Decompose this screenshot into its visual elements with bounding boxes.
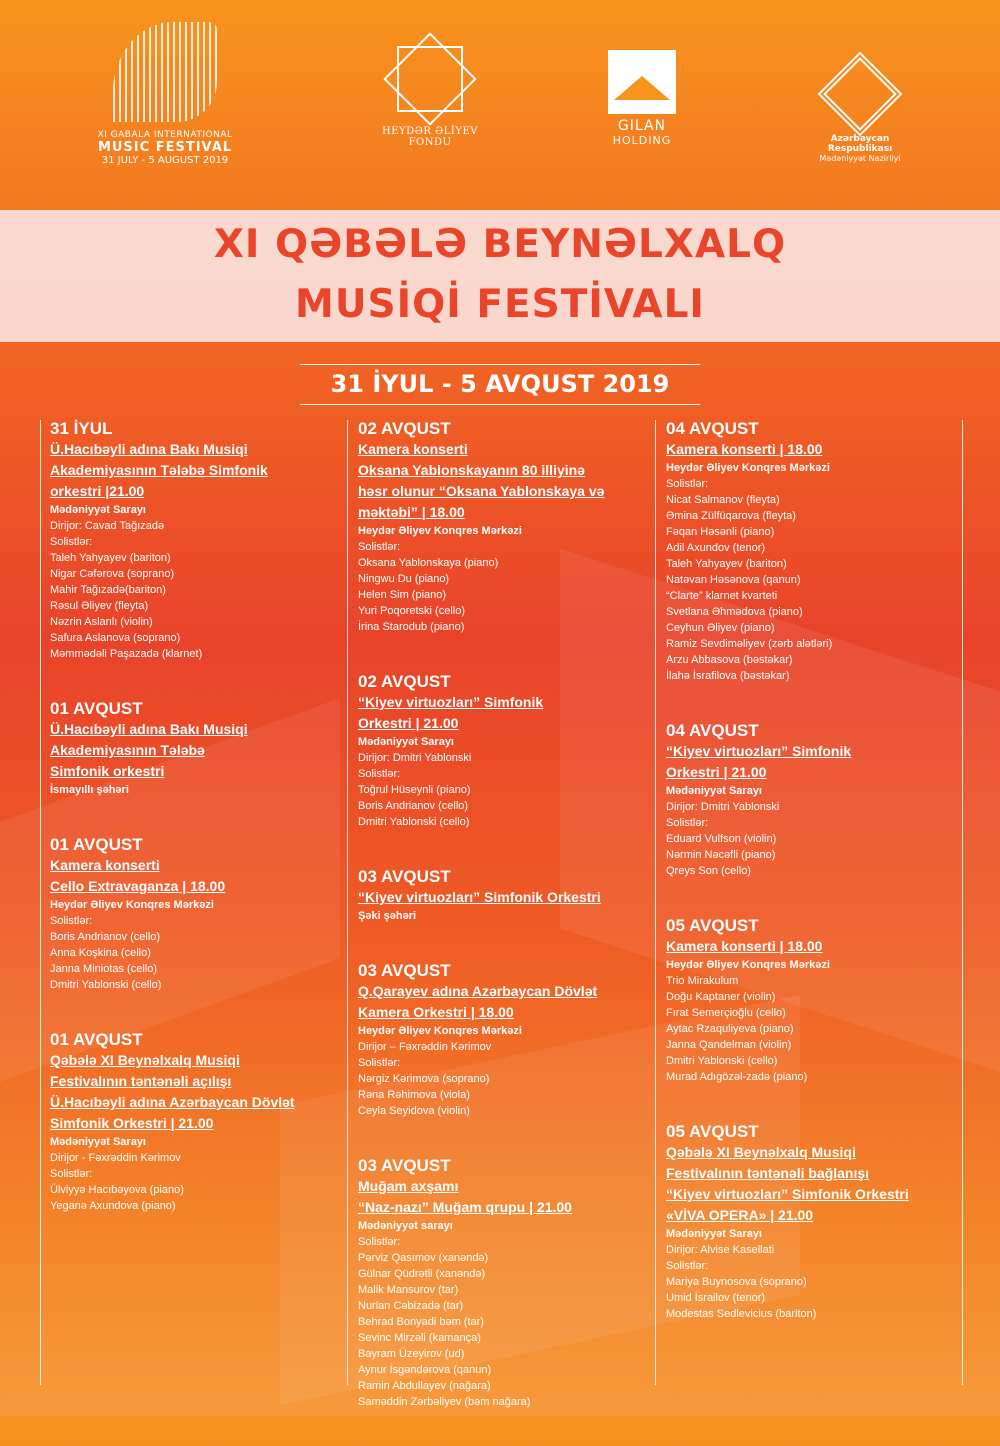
event-detail-line: Solistlər: xyxy=(50,536,93,548)
event-detail-line: Nurlan Cəbizadə (tar) xyxy=(358,1300,464,1312)
event-detail-line: Qreys Son (cello) xyxy=(666,865,751,877)
event-detail-line: Doğu Kaptaner (violin) xyxy=(666,991,776,1003)
event-title-line: Ü.Hacıbəyli adına Azərbaycan Dövlət xyxy=(50,1094,295,1110)
event-date: 03 AVQUST xyxy=(358,1156,451,1175)
event-detail-line: Rəsul Əliyev (fleyta) xyxy=(50,600,149,612)
event-title-line: “Naz-nazı” Muğam qrupu | 21.00 xyxy=(358,1199,572,1215)
festival-logo-line3: 31 JULY - 5 AUGUST 2019 xyxy=(101,155,229,166)
ministry-logo-line2: Mədəniyyət Nazirliyi xyxy=(819,154,901,163)
heydar-logo-line2: FONDU xyxy=(408,137,452,148)
piano-logo-icon xyxy=(113,22,217,122)
event-title-line: Kamera Orkestri | 18.00 xyxy=(358,1004,514,1020)
event-detail-line: Svetlana Əhmədova (piano) xyxy=(666,606,803,618)
event-detail-line: Aytac Rzaquliyeva (piano) xyxy=(666,1023,794,1035)
event-venue: Heydər Əliyev Konqres Mərkəzi xyxy=(666,462,830,474)
festival-logo xyxy=(95,22,235,166)
event-detail-line: Ceyla Seyidova (violin) xyxy=(358,1105,470,1117)
event-detail-line: Arzu Abbasova (bəstəkar) xyxy=(666,654,793,666)
header-logos xyxy=(0,0,1000,200)
event-venue: Şəki şəhəri xyxy=(358,910,417,922)
event-detail-line: Pərviz Qasımov (xanəndə) xyxy=(358,1252,489,1264)
event-detail-line: Solistlər: xyxy=(358,768,401,780)
event-entry xyxy=(50,698,335,798)
event-detail-line: Janna Miniotas (cello) xyxy=(50,963,157,975)
event-detail-line: Solistlər: xyxy=(666,817,709,829)
gilan-holding-logo xyxy=(602,50,682,147)
heydar-aliyev-foundation-logo xyxy=(375,46,485,148)
event-detail-line: Ülviyyə Hacıbəyova (piano) xyxy=(50,1184,184,1196)
event-detail-line: Dirijor: Dmitri Yablonski xyxy=(666,801,780,813)
event-detail-line: Saməddin Zərbəliyev (bəm nağara) xyxy=(358,1396,531,1408)
column-divider xyxy=(962,420,963,1385)
column-divider xyxy=(347,420,348,1385)
event-detail-line: İrina Starodub (piano) xyxy=(358,621,465,633)
event-title-line: Kamera konserti xyxy=(358,441,468,457)
event-entry xyxy=(666,915,956,1085)
event-detail-line: Murad Adıgözəl-zadə (piano) xyxy=(666,1071,808,1083)
event-title-line: Akademiyasının Tələbə Simfonik xyxy=(50,462,268,478)
event-date: 05 AVQUST xyxy=(666,1122,759,1141)
event-detail-line: Taleh Yahyayev (bariton) xyxy=(50,552,171,564)
event-detail-line: Dirijor - Fəxrəddin Kərimov xyxy=(50,1152,181,1164)
event-entry xyxy=(666,720,956,879)
event-detail-line: İlahə İsrafilova (bəstəkar) xyxy=(666,670,790,682)
event-title-line: Akademiyasının Tələbə xyxy=(50,742,205,758)
event-venue: Mədəniyyət Sarayı xyxy=(358,736,454,748)
divider xyxy=(300,404,700,405)
event-entry xyxy=(50,418,335,662)
event-detail-line: Fəqan Həsənli (piano) xyxy=(666,526,775,538)
event-title-line: “Kiyev virtuozları” Simfonik xyxy=(666,743,852,759)
schedule-column-1 xyxy=(50,418,335,1250)
event-date: 02 AVQUST xyxy=(358,419,451,438)
event-detail-line: Aynur İsgəndərova (qanun) xyxy=(358,1364,492,1376)
event-title-line: həsr olunur “Oksana Yablonskaya və xyxy=(358,483,605,499)
event-detail-line: Ramiz Sevdiməliyev (zərb alətləri) xyxy=(666,638,833,650)
event-title-line: Orkestri | 21.00 xyxy=(666,764,767,780)
festival-logo-line2: MUSIC FESTIVAL xyxy=(97,140,233,155)
foundation-emblem-icon xyxy=(383,32,476,125)
schedule-column-2 xyxy=(358,418,648,1446)
event-detail-line: Adil Axundov (tenor) xyxy=(666,542,766,554)
event-title-line: Q.Qarayev adına Azərbaycan Dövlət xyxy=(358,983,598,999)
event-detail-line: Solistlər: xyxy=(666,1260,709,1272)
event-title-line: Ü.Hacıbəyli adına Bakı Musiqi xyxy=(50,441,248,457)
event-detail-line: Fırat Semerçioğlu (cello) xyxy=(666,1007,786,1019)
page-title-line2: MUSİQİ FESTİVALI xyxy=(295,282,705,327)
event-detail-line: Əmina Zülfüqarova (fleyta) xyxy=(666,510,796,522)
event-detail-line: Safura Aslanova (soprano) xyxy=(50,632,181,644)
event-detail-line: Nəzrin Aslanlı (violin) xyxy=(50,616,153,628)
divider xyxy=(300,364,700,365)
event-title-line: “Kiyev virtuozları” Simfonik xyxy=(358,694,544,710)
event-title-line: Simfonik orkestri xyxy=(50,763,165,779)
event-detail-line: Boris Andrianov (cello) xyxy=(358,800,469,812)
event-venue: Mədəniyyət Sarayı xyxy=(666,1228,762,1240)
event-detail-line: Nərmin Nəcəfli (piano) xyxy=(666,849,776,861)
gilan-logo-line2: HOLDING xyxy=(612,134,672,147)
column-divider xyxy=(40,420,41,1385)
event-detail-line: Behrad Bonyadi bəm (tar) xyxy=(358,1316,484,1328)
event-detail-line: Yeganə Axundova (piano) xyxy=(50,1200,176,1212)
event-entry xyxy=(50,1029,335,1214)
event-detail-line: Ceyhun Əliyev (piano) xyxy=(666,622,775,634)
event-venue: İsmayıllı şəhəri xyxy=(50,784,129,796)
event-title-line: Simfonik Orkestri | 21.00 xyxy=(50,1115,214,1131)
event-venue: Heydər Əliyev Konqres Mərkəzi xyxy=(666,959,830,971)
event-date: 01 AVQUST xyxy=(50,1030,143,1049)
event-title-line: “Kiyev virtuozları” Simfonik Orkestri xyxy=(358,889,601,905)
event-detail-line: Umid İsrailov (tenor) xyxy=(666,1292,766,1304)
event-entry xyxy=(358,960,648,1119)
event-date: 01 AVQUST xyxy=(50,835,143,854)
event-title-line: məktəbi” | 18.00 xyxy=(358,504,465,520)
event-venue: Mədəniyyət sarayı xyxy=(358,1220,453,1232)
event-detail-line: Solistlər: xyxy=(50,915,93,927)
ministry-of-culture-logo xyxy=(800,64,920,163)
event-title-line: Oksana Yablonskayanın 80 illiyinə xyxy=(358,462,585,478)
event-venue: Heydər Əliyev Konqres Mərkəzi xyxy=(358,1025,522,1037)
event-detail-line: Ramin Abdullayev (nağara) xyxy=(358,1380,491,1392)
event-date: 03 AVQUST xyxy=(358,867,451,886)
event-detail-line: Janna Qandelman (violin) xyxy=(666,1039,792,1051)
column-divider xyxy=(655,420,656,1385)
event-venue: Heydər Əliyev Konqres Mərkəzi xyxy=(358,525,522,537)
event-detail-line: Helen Sim (piano) xyxy=(358,589,447,601)
gilan-logo-line1: GILAN xyxy=(617,118,667,134)
event-detail-line: Solistlər: xyxy=(358,541,401,553)
event-detail-line: Dirijor: Cavad Tağızadə xyxy=(50,520,165,532)
event-date: 04 AVQUST xyxy=(666,419,759,438)
event-entry xyxy=(358,671,648,830)
event-entry xyxy=(358,418,648,635)
event-title-line: Kamera konserti | 18.00 xyxy=(666,441,823,457)
event-detail-line: Mahir Tağızadə(bariton) xyxy=(50,584,166,596)
event-title-line: Cello Extravaganza | 18.00 xyxy=(50,878,226,894)
event-detail-line: Malik Mansurov (tar) xyxy=(358,1284,459,1296)
event-venue: Mədəniyyət Sarayı xyxy=(666,785,762,797)
event-title-line: Muğam axşamı xyxy=(358,1178,459,1194)
event-date: 03 AVQUST xyxy=(358,961,451,980)
festival-logo-line1: XI GABALA INTERNATIONAL xyxy=(97,130,233,140)
event-title-line: Kamera konserti | 18.00 xyxy=(666,938,823,954)
event-title-line: Festivalının təntənəli açılışı xyxy=(50,1073,232,1089)
event-detail-line: Solistlər: xyxy=(50,1168,93,1180)
festival-dates: 31 İYUL - 5 AVQUST 2019 xyxy=(330,370,670,398)
event-detail-line: Gülnar Qüdrətli (xanəndə) xyxy=(358,1268,486,1280)
event-detail-line: Dirijor: Alvise Kasellati xyxy=(666,1244,775,1256)
event-entry xyxy=(358,1155,648,1410)
event-detail-line: Dmitri Yablonski (cello) xyxy=(666,1055,778,1067)
ministry-logo-line1: Azərbaycan Respublikası xyxy=(827,134,893,154)
event-entry xyxy=(666,418,956,684)
event-detail-line: Anna Koşkina (cello) xyxy=(50,947,151,959)
heydar-logo-line1: HEYDƏR ƏLİYEV xyxy=(382,126,478,137)
event-title-line: Qəbələ XI Beynəlxalq Musiqi xyxy=(666,1144,856,1160)
event-detail-line: Bayram Üzeyirov (ud) xyxy=(358,1348,465,1360)
event-detail-line: Mariya Buynosova (soprano) xyxy=(666,1276,807,1288)
event-detail-line: Trio Mirakulum xyxy=(666,975,739,987)
event-detail-line: Ningwu Du (piano) xyxy=(358,573,450,585)
event-title-line: Qəbələ XI Beynəlxalq Musiqi xyxy=(50,1052,240,1068)
event-title-line: «VİVA OPERA» | 21.00 xyxy=(666,1207,814,1223)
event-detail-line: Solistlər: xyxy=(358,1057,401,1069)
event-title-line: “Kiyev virtuozları” Simfonik Orkestri xyxy=(666,1186,909,1202)
event-detail-line: Modestas Sedlevicius (bariton) xyxy=(666,1308,817,1320)
knot-emblem-icon xyxy=(818,52,903,137)
event-date: 04 AVQUST xyxy=(666,721,759,740)
event-detail-line: Sevinc Mirzəli (kamança) xyxy=(358,1332,481,1344)
event-detail-line: Yuri Poqoretski (cello) xyxy=(358,605,465,617)
event-detail-line: Dirijor: Dmitri Yablonski xyxy=(358,752,472,764)
event-detail-line: Nigar Cəfərova (soprano) xyxy=(50,568,175,580)
mountain-icon xyxy=(608,50,676,114)
event-detail-line: Nərgiz Kərimova (soprano) xyxy=(358,1073,490,1085)
event-detail-line: Dirijor – Fəxrəddin Kərimov xyxy=(358,1041,492,1053)
event-detail-line: Məmmədəli Paşazadə (klarnet) xyxy=(50,648,203,660)
event-detail-line: Boris Andrianov (cello) xyxy=(50,931,161,943)
event-detail-line: Rəna Rəhimova (viola) xyxy=(358,1089,470,1101)
event-detail-line: Toğrul Hüseynli (piano) xyxy=(358,784,471,796)
event-entry xyxy=(666,1121,956,1322)
event-title-line: Festivalının təntənəli bağlanışı xyxy=(666,1165,870,1181)
event-detail-line: Nicat Salmanov (fleyta) xyxy=(666,494,780,506)
event-detail-line: Natəvan Həsənova (qanun) xyxy=(666,574,801,586)
event-detail-line: Solistlər: xyxy=(666,478,709,490)
event-venue: Mədəniyyət Sarayı xyxy=(50,1136,146,1148)
event-date: 01 AVQUST xyxy=(50,699,143,718)
schedule-column-3 xyxy=(666,418,956,1358)
event-entry xyxy=(50,834,335,993)
event-date: 31 İYUL xyxy=(50,419,113,438)
event-title-line: orkestri |21.00 xyxy=(50,483,145,499)
event-date: 05 AVQUST xyxy=(666,916,759,935)
event-venue: Heydər Əliyev Konqres Mərkəzi xyxy=(50,899,214,911)
event-venue: Mədəniyyət Sarayı xyxy=(50,504,146,516)
event-detail-line: Dmitri Yablonski (cello) xyxy=(358,816,470,828)
event-detail-line: Taleh Yahyayev (bariton) xyxy=(666,558,787,570)
event-title-line: Ü.Hacıbəyli adına Bakı Musiqi xyxy=(50,721,248,737)
event-date: 02 AVQUST xyxy=(358,672,451,691)
event-detail-line: “Clarte” klarnet kvarteti xyxy=(666,590,778,602)
event-title-line: Kamera konserti xyxy=(50,857,160,873)
event-detail-line: Oksana Yablonskaya (piano) xyxy=(358,557,499,569)
event-title-line: Orkestri | 21.00 xyxy=(358,715,459,731)
event-detail-line: Solistlər: xyxy=(358,1236,401,1248)
event-detail-line: Eduard Vulfson (violin) xyxy=(666,833,777,845)
page-title-line1: XI QƏBƏLƏ BEYNƏLXALQ xyxy=(213,222,787,267)
event-entry xyxy=(358,866,648,924)
event-detail-line: Dmitri Yablonski (cello) xyxy=(50,979,162,991)
